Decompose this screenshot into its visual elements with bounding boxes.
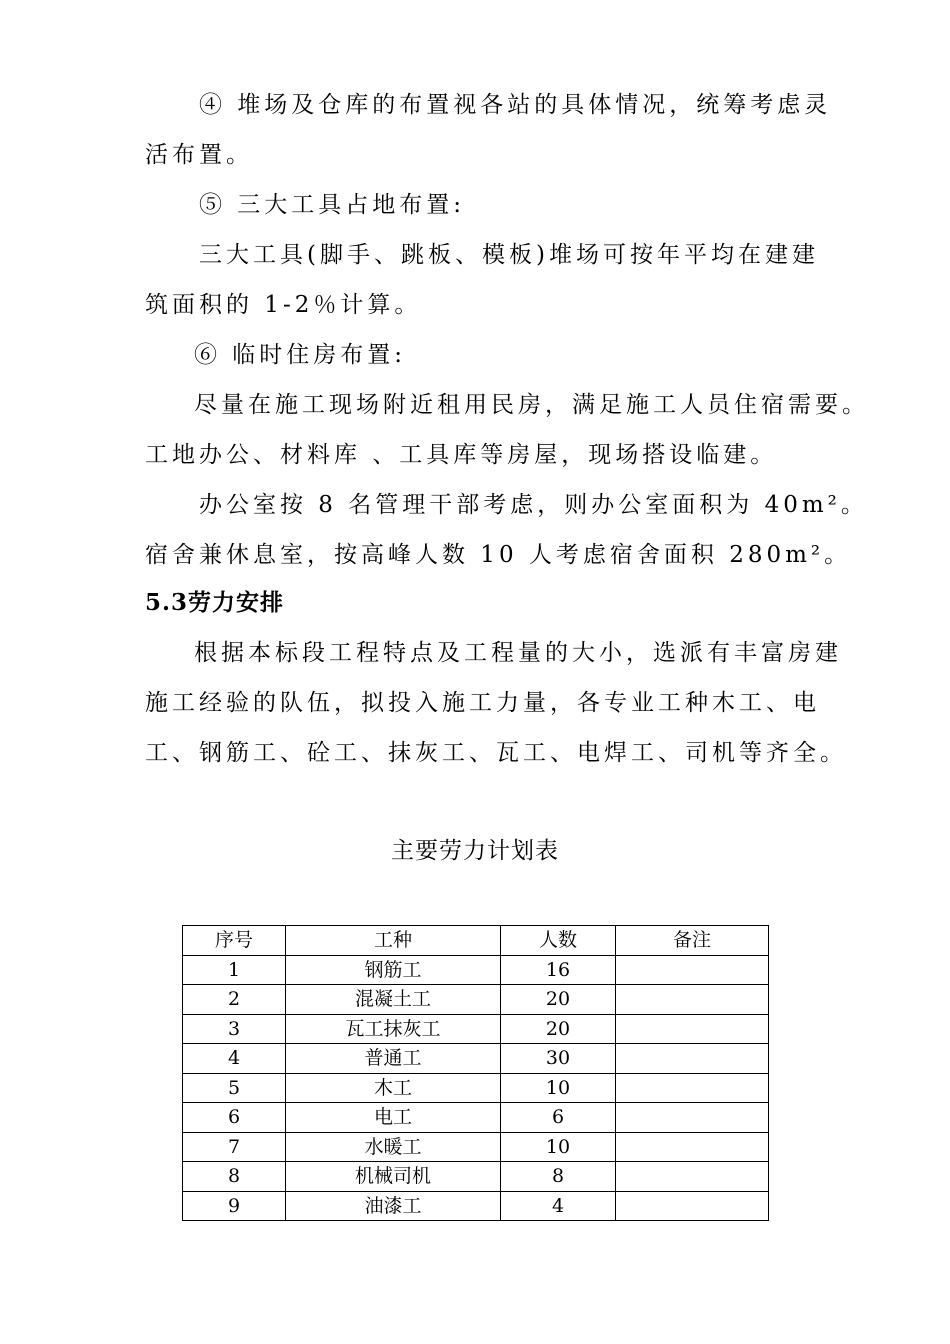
cell-remarks: [616, 955, 769, 985]
cell-remarks: [616, 1132, 769, 1162]
cell-index: 5: [183, 1073, 286, 1103]
table-row: [183, 985, 769, 1015]
paragraph-labor-2: 施工经验的队伍，拟投入施工力量，各专业工种木工、电: [145, 690, 820, 716]
cell-trade: 普通工: [286, 1044, 501, 1074]
table-row: [183, 1132, 769, 1162]
table-title: 主要劳力计划表: [391, 838, 559, 864]
cell-trade: 水暖工: [286, 1132, 501, 1162]
header-index: 序号: [183, 926, 286, 956]
paragraph-housing-heading: ⑥ 临时住房布置:: [194, 342, 407, 368]
cell-trade: 机械司机: [286, 1162, 501, 1192]
cell-index: 9: [183, 1191, 286, 1221]
cell-index: 2: [183, 985, 286, 1015]
cell-trade: 木工: [286, 1073, 501, 1103]
cell-remarks: [616, 1162, 769, 1192]
cell-count: 4: [501, 1191, 616, 1221]
cell-index: 7: [183, 1132, 286, 1162]
paragraph-storage-layout-cont: 活布置。: [145, 142, 253, 168]
cell-count: 20: [501, 985, 616, 1015]
table-row: [183, 1044, 769, 1074]
cell-count: 20: [501, 1014, 616, 1044]
header-trade: 工种: [286, 926, 501, 956]
table-row: [183, 955, 769, 985]
cell-remarks: [616, 1073, 769, 1103]
paragraph-office-area: 办公室按 8 名管理干部考虑，则办公室面积为 40m²。: [199, 492, 868, 518]
cell-trade: 油漆工: [286, 1191, 501, 1221]
cell-count: 10: [501, 1132, 616, 1162]
table-row: [183, 1162, 769, 1192]
cell-count: 6: [501, 1103, 616, 1133]
cell-trade: 瓦工抹灰工: [286, 1014, 501, 1044]
paragraph-tools-text-cont: 筑面积的 1-2％计算。: [145, 292, 422, 318]
labor-plan-table: [182, 925, 769, 1221]
paragraph-labor-1: 根据本标段工程特点及工程量的大小，选派有丰富房建: [194, 640, 842, 666]
table-row: [183, 1191, 769, 1221]
cell-remarks: [616, 985, 769, 1015]
cell-trade: 混凝土工: [286, 985, 501, 1015]
paragraph-storage-layout: ④ 堆场及仓库的布置视各站的具体情况，统筹考虑灵: [199, 92, 832, 118]
cell-index: 6: [183, 1103, 286, 1133]
header-count: 人数: [501, 926, 616, 956]
cell-trade: 电工: [286, 1103, 501, 1133]
cell-count: 16: [501, 955, 616, 985]
cell-index: 3: [183, 1014, 286, 1044]
table-row: [183, 1073, 769, 1103]
cell-remarks: [616, 1191, 769, 1221]
table-row: [183, 1103, 769, 1133]
header-remarks: 备注: [616, 926, 769, 956]
table-row: [183, 1014, 769, 1044]
cell-count: 30: [501, 1044, 616, 1074]
cell-index: 4: [183, 1044, 286, 1074]
cell-index: 8: [183, 1162, 286, 1192]
paragraph-tools-heading: ⑤ 三大工具占地布置:: [199, 192, 466, 218]
paragraph-labor-3: 工、钢筋工、砼工、抹灰工、瓦工、电焊工、司机等齐全。: [145, 740, 847, 766]
paragraph-tools-text: 三大工具(脚手、跳板、模板)堆场可按年平均在建建: [199, 242, 819, 268]
cell-index: 1: [183, 955, 286, 985]
cell-remarks: [616, 1103, 769, 1133]
paragraph-housing-text-cont: 工地办公、材料库 、工具库等房屋，现场搭设临建。: [145, 442, 778, 468]
paragraph-housing-text: 尽量在施工现场附近租用民房，满足施工人员住宿需要。: [194, 392, 869, 418]
cell-trade: 钢筋工: [286, 955, 501, 985]
section-heading: 5.3劳力安排: [145, 589, 285, 616]
cell-count: 10: [501, 1073, 616, 1103]
cell-remarks: [616, 1014, 769, 1044]
paragraph-dorm-area: 宿舍兼休息室，按高峰人数 10 人考虑宿舍面积 280m²。: [145, 542, 852, 568]
table-header-row: [183, 926, 769, 956]
cell-remarks: [616, 1044, 769, 1074]
cell-count: 8: [501, 1162, 616, 1192]
